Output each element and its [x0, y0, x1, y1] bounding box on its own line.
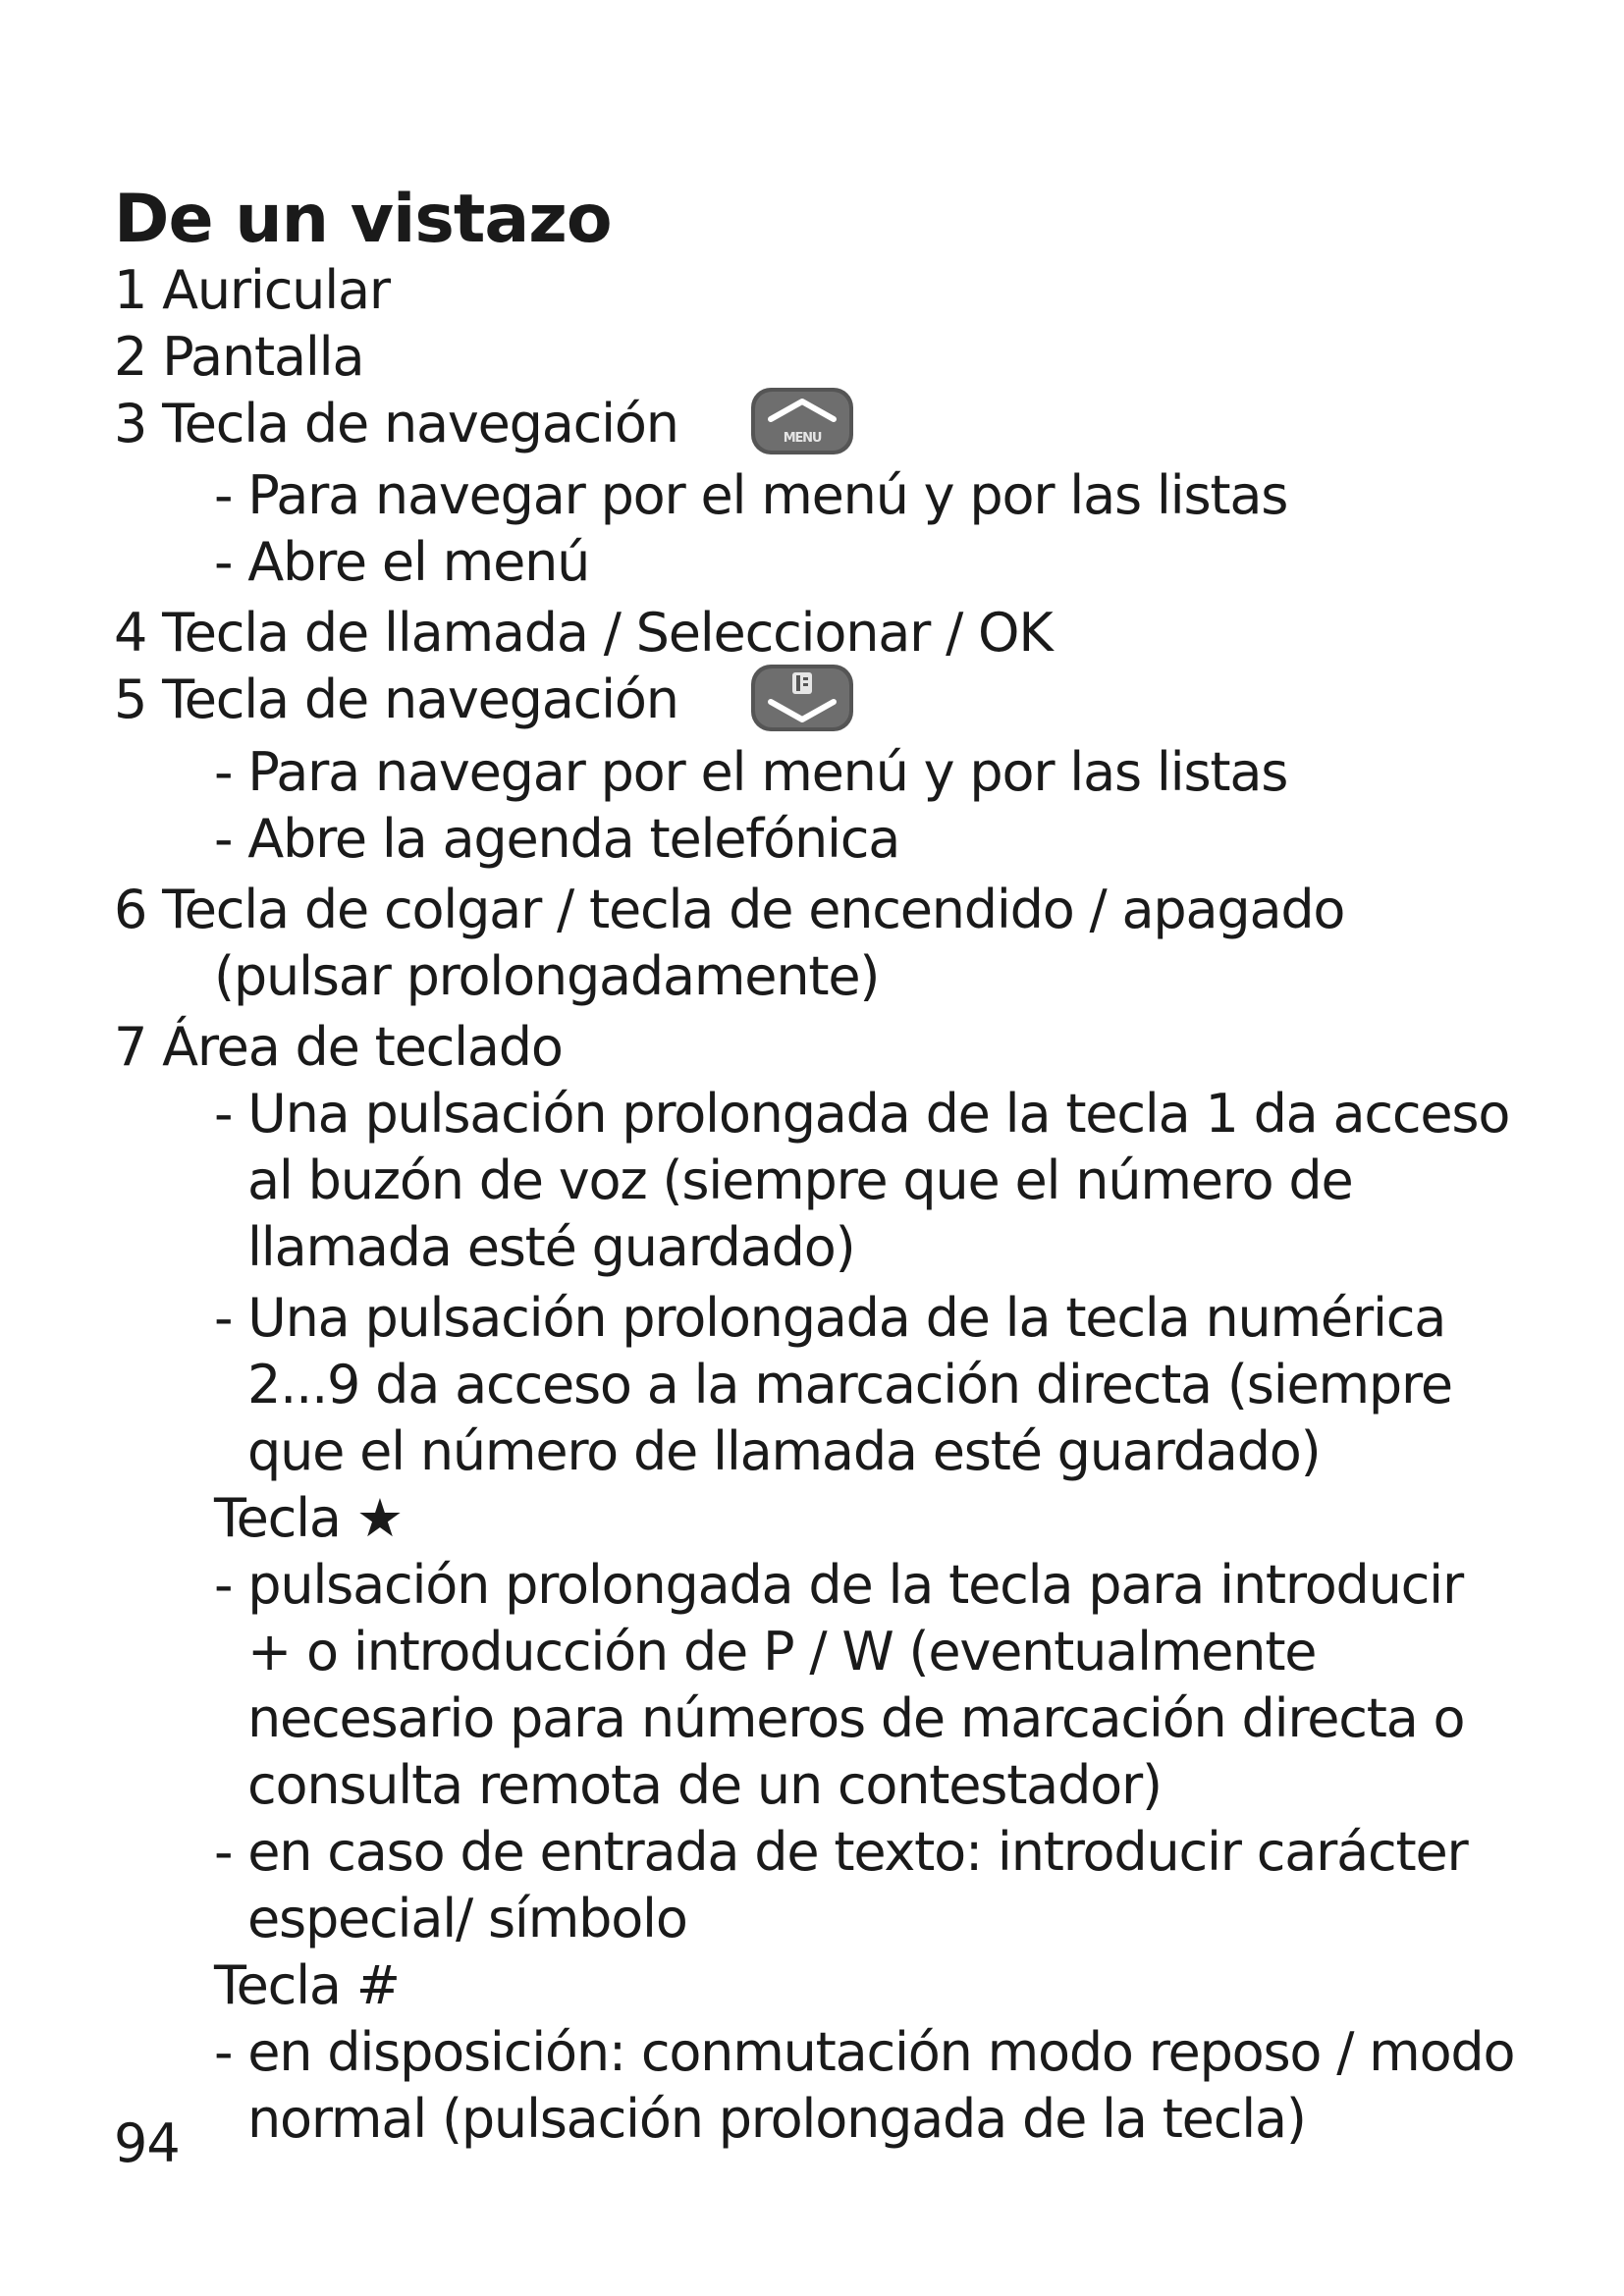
list-item-keypad-area: 7 Área de teclado [114, 1015, 563, 1078]
list-item-label: 5 Tecla de navegación [114, 668, 678, 731]
list-item-earpiece: 1 Auricular [114, 259, 390, 321]
list-subitem: - Una pulsación prolongada de la tecla 1 da acceso [214, 1082, 1510, 1145]
hash-key-heading: Tecla # [214, 1953, 400, 2016]
list-subitem: - pulsación prolongada de la tecla para introducir [214, 1553, 1463, 1616]
feature-list [114, 257, 1528, 2153]
list-subitem-continuation: necesario para números de marcación directa o [247, 1686, 1465, 1749]
list-item-nav-key-down [114, 667, 1528, 738]
phonebook-down-key-icon [749, 663, 855, 733]
list-subitem: - Para navegar por el menú y por las listas [214, 740, 1288, 803]
list-subitem: - Abre el menú [214, 531, 590, 594]
page-title: De un vistazo [114, 181, 612, 258]
list-subitem: - en disposición: conmutación modo reposo / modo [214, 2020, 1515, 2083]
list-subitem-continuation: al buzón de voz (siempre que el número de [247, 1148, 1353, 1211]
page-number: 94 [114, 2112, 180, 2174]
list-subitem: - Para navegar por el menú y por las listas [214, 464, 1288, 527]
list-subitem-continuation: especial/ símbolo [247, 1887, 687, 1949]
list-subitem-continuation: normal (pulsación prolongada de la tecla) [247, 2087, 1306, 2150]
list-subitem: - Abre la agenda telefónica [214, 807, 900, 870]
list-subitem-continuation: 2...9 da acceso a la marcación directa (siempre [247, 1353, 1452, 1415]
star-key-heading: Tecla ★ [214, 1486, 403, 1549]
list-subitem-continuation: que el número de llamada esté guardado) [247, 1419, 1321, 1482]
list-item-end-key: 6 Tecla de colgar / tecla de encendido / apagado [114, 878, 1345, 940]
list-subitem: - Una pulsación prolongada de la tecla numérica [214, 1286, 1446, 1349]
list-item-call-key: 4 Tecla de llamada / Seleccionar / OK [114, 602, 1053, 665]
list-item-label: 3 Tecla de navegación [114, 393, 678, 454]
menu-up-key-icon [749, 386, 855, 456]
menu-key-label: MENU [783, 431, 821, 447]
list-item-display: 2 Pantalla [114, 326, 364, 388]
list-subitem-continuation: consulta remota de un contestador) [247, 1753, 1162, 1816]
list-item-continuation: (pulsar prolongadamente) [214, 944, 880, 1007]
list-subitem-continuation: llamada esté guardado) [247, 1215, 855, 1278]
list-subitem: - en caso de entrada de texto: introducir carácter [214, 1820, 1468, 1883]
list-subitem-continuation: + o introducción de P / W (eventualmente [247, 1620, 1317, 1682]
list-item-nav-key-up [114, 391, 1528, 462]
